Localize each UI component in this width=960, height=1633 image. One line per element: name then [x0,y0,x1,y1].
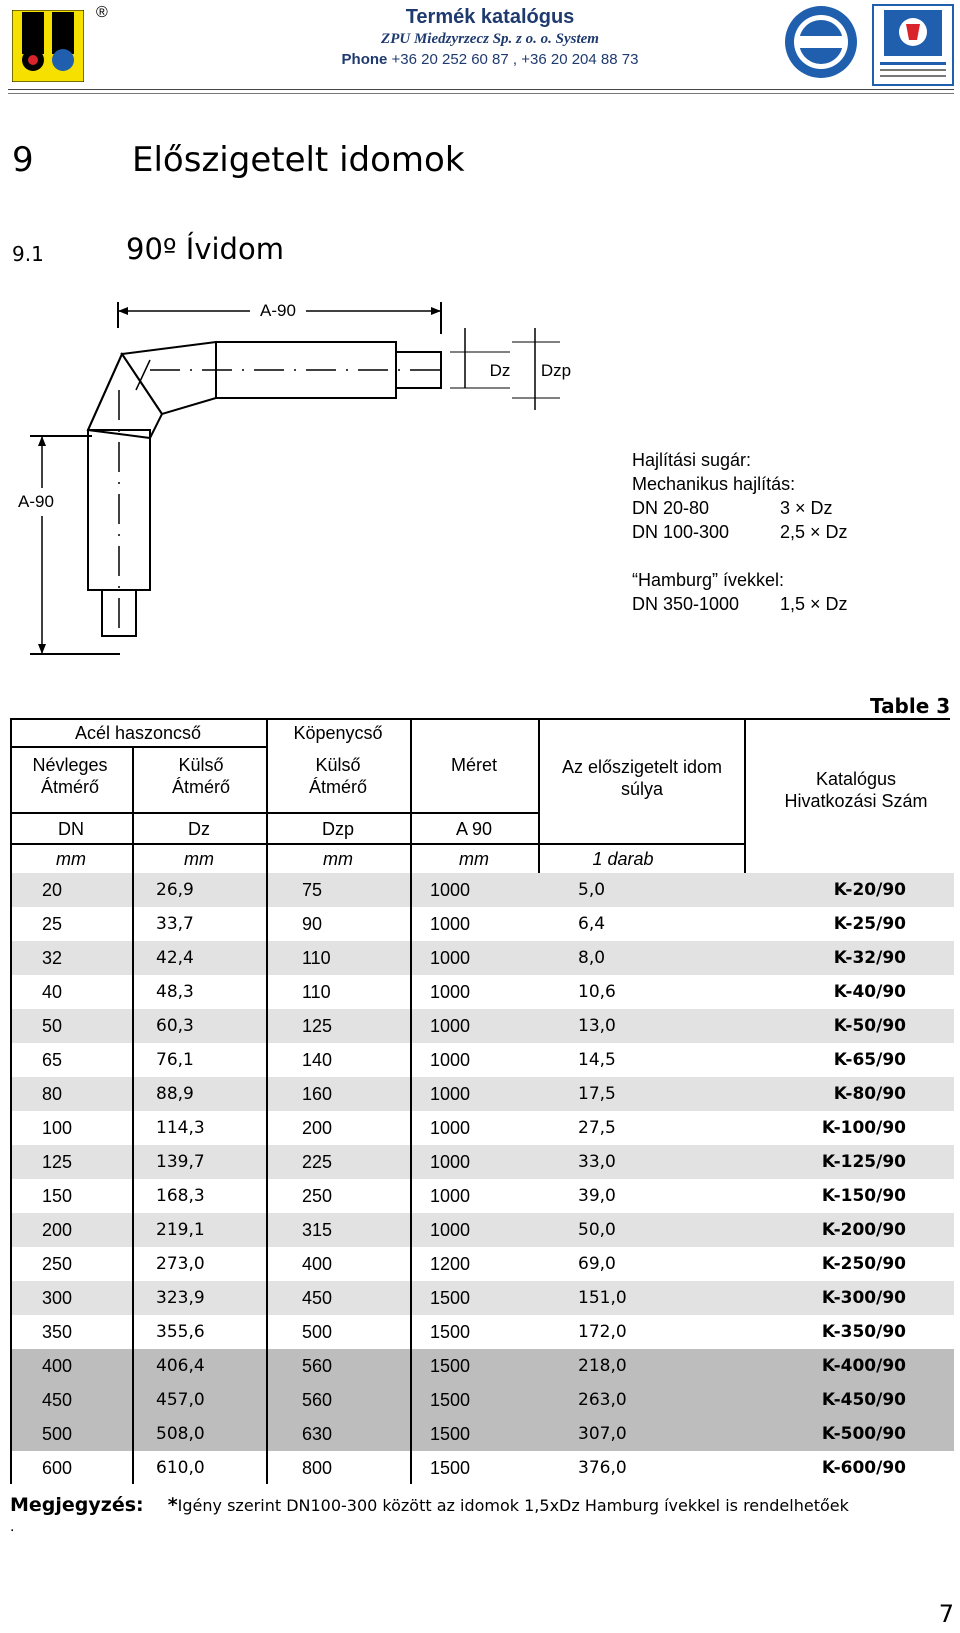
cell-dn: 25 [42,914,63,934]
header-rule [8,89,954,90]
table-row [10,1247,954,1281]
unit-dz: mm [184,849,214,869]
cell-catalog: K-500/90 [821,1424,906,1444]
group-casing: Köpenycső [293,723,383,743]
cell-dn: 500 [42,1424,73,1444]
cell-dz: 139,7 [156,1152,205,1172]
cell-a90: 1500 [430,1458,471,1478]
cell-catalog: K-65/90 [833,1050,906,1070]
page-number: 7 [938,1600,954,1628]
cell-catalog: K-450/90 [821,1390,906,1410]
subsection-heading [12,232,284,266]
cell-a90: 1000 [430,1118,471,1138]
footnote-text: Igény szerint DN100-300 között az idomok 1,5xDz Hamburg ívekkel is rendelhetőek [177,1496,849,1515]
cell-weight: 218,0 [578,1356,627,1376]
cell-catalog: K-250/90 [821,1254,906,1274]
table-row [10,1009,954,1043]
cell-a90: 1500 [430,1390,471,1410]
cell-a90: 1000 [430,880,471,900]
cell-catalog: K-100/90 [821,1118,906,1138]
cell-dzp: 450 [302,1288,333,1308]
bending-row: DN 20-80 3 × Dz [632,498,833,518]
cell-a90: 1000 [430,1084,471,1104]
table-row [10,1417,954,1451]
dim-left-label: A-90 [18,492,54,511]
cell-dz: 273,0 [156,1254,205,1274]
cell-dn: 450 [42,1390,73,1410]
cell-dzp: 630 [302,1424,333,1444]
cell-catalog: K-20/90 [833,880,906,900]
col-size: Méret [450,755,497,775]
cell-weight: 10,6 [578,982,616,1002]
cell-a90: 1200 [430,1254,471,1274]
cell-dz: 76,1 [156,1050,194,1070]
cell-a90: 1500 [430,1424,471,1444]
cell-dzp: 110 [302,948,331,968]
subsection-number: 9.1 [12,242,44,266]
cell-weight: 6,4 [578,914,606,934]
cell-weight: 50,0 [578,1220,616,1240]
registered-mark: ® [96,4,108,21]
col-nominal: Névleges Átmérő [32,755,108,797]
cell-dzp: 560 [302,1356,333,1376]
cell-catalog: K-400/90 [821,1356,906,1376]
cell-weight: 8,0 [578,948,606,968]
cell-a90: 1000 [430,1016,471,1036]
cell-a90: 1000 [430,1186,471,1206]
table-row [10,907,954,941]
cell-dzp: 90 [302,914,323,934]
table-row [10,975,954,1009]
table-row [10,1383,954,1417]
catalog-title: Termék katalógus [405,6,575,28]
cell-weight: 33,0 [578,1152,616,1172]
cell-dn: 350 [42,1322,73,1342]
cell-weight: 151,0 [578,1288,627,1308]
table-row [10,1451,954,1485]
cell-weight: 27,5 [578,1118,616,1138]
cell-a90: 1000 [430,1050,471,1070]
cell-dz: 610,0 [156,1458,205,1478]
cell-a90: 1000 [430,1152,471,1172]
elbow-drawing [0,290,600,670]
group-steel: Acél haszoncső [74,723,202,743]
cell-dz: 457,0 [156,1390,205,1410]
cell-weight: 14,5 [578,1050,616,1070]
footnote-star: * [167,1494,178,1516]
bending-radius-notes [632,448,848,616]
header-rule-thin [8,93,954,94]
cell-dn: 125 [42,1152,73,1172]
pcbc-certificate-seal [872,4,954,86]
cell-dz: 88,9 [156,1084,194,1104]
cell-dn: 100 [42,1118,73,1138]
cell-dzp: 110 [302,982,331,1002]
table-row [10,1281,954,1315]
cell-dz: 508,0 [156,1424,205,1444]
sym-dz: Dz [188,819,210,839]
dim-dz-label: Dz [489,361,511,380]
cell-catalog: K-350/90 [821,1322,906,1342]
cell-dz: 60,3 [156,1016,194,1036]
elbow-table [10,718,954,1484]
cell-weight: 69,0 [578,1254,616,1274]
cell-catalog: K-50/90 [833,1016,906,1036]
cell-catalog: K-150/90 [821,1186,906,1206]
cell-dz: 42,4 [156,948,194,968]
cell-a90: 1000 [430,914,471,934]
cell-dzp: 75 [302,880,323,900]
cell-catalog: K-125/90 [821,1152,906,1172]
cell-a90: 1000 [430,1220,471,1240]
table-row [10,873,954,907]
cell-dzp: 225 [302,1152,333,1172]
cell-dn: 50 [42,1016,63,1036]
sym-dzp: Dzp [321,819,354,839]
cell-dzp: 400 [302,1254,333,1274]
bending-row: DN 100-300 2,5 × Dz [632,522,848,542]
table-row [10,1179,954,1213]
cell-weight: 17,5 [578,1084,616,1104]
table-row [10,1043,954,1077]
cell-dz: 48,3 [156,982,194,1002]
bending-title: Hajlítási sugár: [632,450,752,470]
cell-a90: 1500 [430,1322,471,1342]
phone-label: Phone [341,51,388,68]
cell-weight: 172,0 [578,1322,627,1342]
cell-dzp: 160 [302,1084,333,1104]
bending-mechanical: Mechanikus hajlítás: [632,474,796,494]
cell-dz: 355,6 [156,1322,205,1342]
company-name: ZPU Miedzyrzecz Sp. z o. o. System [381,31,599,47]
bending-hamburg: “Hamburg” ívekkel: [632,570,785,590]
col-weight: Az előszigetelt idom súlya [561,757,723,799]
col-catalog: Katalógus Hivatkozási Szám [784,769,928,811]
cell-dzp: 560 [302,1390,333,1410]
cell-weight: 307,0 [578,1424,627,1444]
cell-catalog: K-32/90 [833,948,906,968]
cell-dn: 150 [42,1186,73,1206]
cell-dzp: 500 [302,1322,333,1342]
dim-dzp-label: Dzp [540,361,572,380]
section-number: 9 [12,140,34,180]
phone-line [300,51,680,68]
footnote-trailing: . [10,1518,15,1535]
col-outer-steel: Külső Átmérő [171,755,231,797]
cell-dzp: 250 [302,1186,333,1206]
cell-dn: 400 [42,1356,73,1376]
cell-dn: 200 [42,1220,73,1240]
cell-dz: 114,3 [156,1118,205,1138]
cell-weight: 13,0 [578,1016,616,1036]
table-row [10,1315,954,1349]
subsection-title: 90º Ívidom [126,232,284,266]
cell-catalog: K-300/90 [821,1288,906,1308]
cell-dz: 168,3 [156,1186,205,1206]
cell-dzp: 140 [302,1050,333,1070]
cell-dn: 600 [42,1458,73,1478]
unit-dzp: mm [323,849,353,869]
unit-weight: 1 darab [592,849,654,869]
cell-dz: 219,1 [156,1220,205,1240]
cell-dn: 32 [42,948,63,968]
cell-a90: 1500 [430,1356,471,1376]
cell-dzp: 125 [302,1016,333,1036]
table-row [10,1111,954,1145]
table-row [10,1077,954,1111]
cell-dn: 80 [42,1084,63,1104]
cell-dz: 26,9 [156,880,194,900]
cell-a90: 1500 [430,1288,471,1308]
phone-numbers: +36 20 252 60 87 , +36 20 204 88 73 [391,51,639,68]
cell-dzp: 315 [302,1220,333,1240]
unit-a90: mm [459,849,489,869]
cell-catalog: K-25/90 [833,914,906,934]
cell-dz: 323,9 [156,1288,205,1308]
cell-dn: 40 [42,982,63,1002]
table-row [10,1213,954,1247]
cell-dzp: 200 [302,1118,333,1138]
cell-catalog: K-200/90 [821,1220,906,1240]
cell-dn: 65 [42,1050,63,1070]
company-logo [12,10,84,82]
cell-catalog: K-600/90 [821,1458,906,1478]
footnote [10,1494,849,1516]
cell-weight: 263,0 [578,1390,627,1410]
table-row [10,1145,954,1179]
cell-weight: 39,0 [578,1186,616,1206]
table-label: Table 3 [870,694,951,718]
sym-a90: A 90 [455,819,493,839]
cell-catalog: K-80/90 [833,1084,906,1104]
iqnet-certificate-seal [783,4,859,80]
cell-dz: 33,7 [156,914,194,934]
cell-dn: 250 [42,1254,73,1274]
cell-a90: 1000 [430,948,471,968]
footnote-label: Megjegyzés: [10,1494,144,1516]
table-row [10,1349,954,1383]
unit-dn: mm [56,849,86,869]
table-row [10,941,954,975]
cell-dn: 20 [42,880,63,900]
bending-row: DN 350-1000 1,5 × Dz [632,594,848,614]
cell-catalog: K-40/90 [833,982,906,1002]
cell-weight: 5,0 [578,880,606,900]
cell-dzp: 800 [302,1458,333,1478]
cell-dz: 406,4 [156,1356,205,1376]
col-outer-casing: Külső Átmérő [308,755,368,797]
cell-a90: 1000 [430,982,471,1002]
cell-weight: 376,0 [578,1458,627,1478]
dim-top-label: A-90 [260,301,296,320]
section-heading [12,140,465,180]
sym-dn: DN [58,819,84,839]
cell-dn: 300 [42,1288,73,1308]
section-title: Előszigetelt idomok [132,140,465,180]
